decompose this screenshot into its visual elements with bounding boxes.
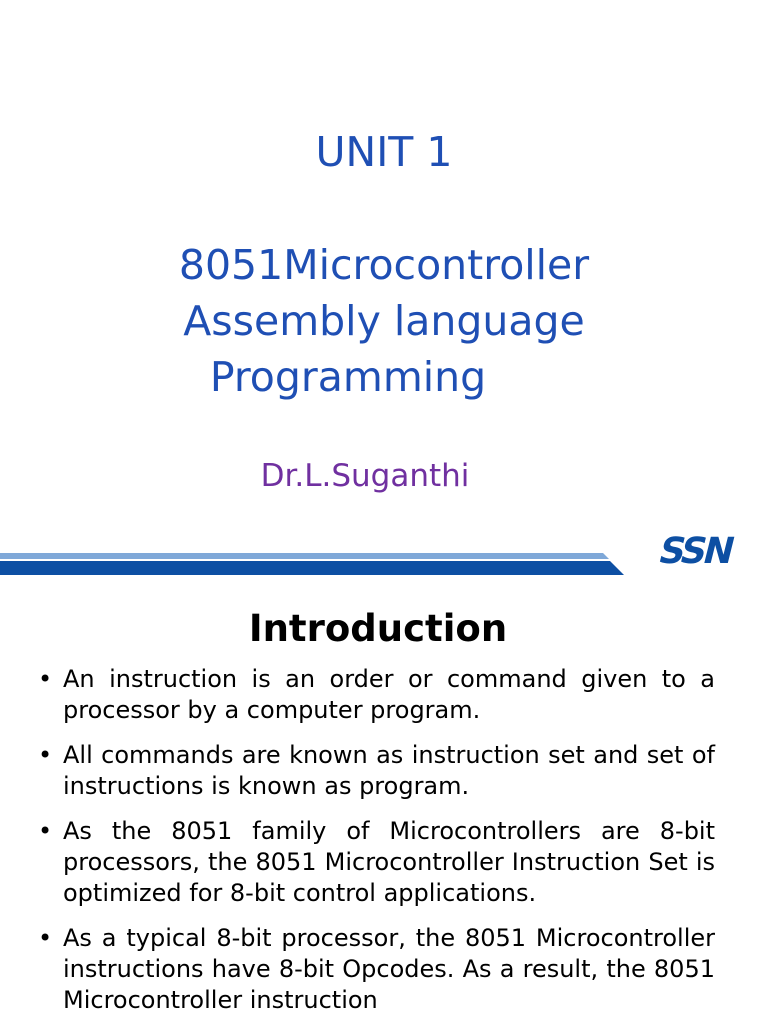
list-item bbox=[0, 816, 768, 909]
bullet-list bbox=[0, 664, 768, 1030]
course-title-line-1: 8051Microcontroller bbox=[178, 241, 590, 289]
bullet-text: An instruction is an order or command given to a processor by a computer program. bbox=[63, 665, 715, 724]
slide-heading: Introduction bbox=[248, 607, 508, 650]
banner-dark-stripe bbox=[0, 561, 624, 575]
logo-text: SSN bbox=[654, 529, 737, 572]
bullet-icon: • bbox=[38, 741, 53, 769]
bullet-text: As a typical 8-bit processor, the 8051 Microcontroller instructions have 8-bit Opcodes. As a result, the 8051 Microcontroller instruction bbox=[63, 924, 715, 1014]
list-item bbox=[0, 740, 768, 802]
list-item bbox=[0, 923, 768, 1016]
bullet-text: All commands are known as instruction set and set of instructions is known as program. bbox=[63, 741, 715, 800]
author-name: Dr.L.Suganthi bbox=[260, 458, 470, 494]
introduction-slide bbox=[0, 588, 768, 1024]
footer-banner bbox=[0, 525, 768, 580]
course-title-line-2: Assembly language bbox=[183, 297, 585, 345]
unit-title: UNIT 1 bbox=[315, 128, 453, 176]
bullet-icon: • bbox=[38, 665, 53, 693]
ssn-logo-icon bbox=[655, 530, 737, 572]
bullet-icon: • bbox=[38, 924, 53, 952]
bullet-text: As the 8051 family of Microcontrollers are 8-bit processors, the 8051 Microcontroller Instruction Set is optimized for 8-bit control applications. bbox=[63, 817, 715, 907]
bullet-icon: • bbox=[38, 817, 53, 845]
list-item bbox=[0, 664, 768, 726]
banner-light-stripe bbox=[0, 553, 609, 559]
course-title-line-3: Programming bbox=[209, 353, 487, 401]
